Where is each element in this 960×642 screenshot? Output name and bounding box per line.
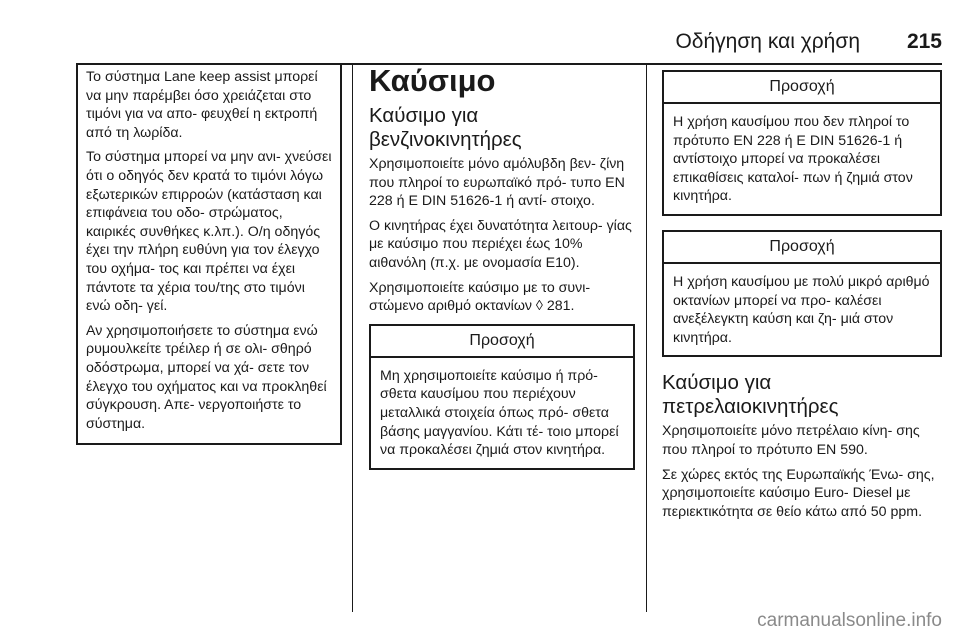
paragraph: Χρησιμοποιείτε καύσιμο με το συνι- στώμενο αριθμό οκτανίων ◊ 281. — [369, 279, 591, 315]
caution-box — [369, 324, 635, 470]
caution-title: Προσοχή — [371, 326, 633, 358]
watermark: carmanualsonline.info — [757, 610, 942, 631]
paragraph: Το σύστημα Lane keep assist μπορεί να μην παρέμβει όσο χρειάζεται στο τιμόνι για να απο- φευχθεί η εκτροπή από τη λωρίδα. — [86, 69, 318, 141]
column-middle — [369, 64, 635, 480]
section-heading: Καύσιμο — [369, 63, 496, 98]
caution-title: Προσοχή — [664, 232, 940, 264]
subsection-heading: Καύσιμο για πετρελαιοκινητήρες — [662, 371, 839, 419]
paragraph: Χρησιμοποιείτε μόνο αμόλυβδη βεν- ζίνη που πληροί το ευρωπαϊκό πρό- τυπο EN 228 ή E DIN 51626-1 ή αντί- στοιχο. — [369, 156, 625, 210]
paragraph: Το σύστημα μπορεί να μην ανι- χνεύσει ότι ο οδηγός δεν κρατά το τιμόνι λόγω εξωτερικών επιρροών (κατάσταση και επιφάνεια του οδο- στρώματος, καιρικές συνθήκες κ.λπ.). Ο/η οδηγός έχει την πλήρη ευθύνη για τον έλεγχο του οχήμα- τος και πρέπει να έχει πάντοτε τα χέρια του/της στο τιμόνι ενώ οδη- γεί. — [86, 149, 332, 315]
page-header — [0, 30, 960, 60]
page-number: 215 — [906, 30, 942, 53]
paragraph: Αν χρησιμοποιήσετε το σύστημα ενώ ρυμουλκείτε τρέιλερ ή σε ολι- σθηρό οδόστρωμα, μπορεί να χά- σετε τον έλεγχο του οχήματος και να προκληθεί σύγκρουση. Απε- νεργοποιήστε το σύστημα. — [86, 322, 327, 432]
subsection-heading: Καύσιμο για βενζινοκινητήρες — [369, 104, 522, 151]
column-right — [662, 64, 942, 527]
caution-text: Η χρήση καυσίμου που δεν πληροί το πρότυπο EN 228 ή E DIN 51626-1 ή αντίστοιχο μπορεί να προκαλέσει επικαθίσεις καταλοί- πων ή ζημιά στον κινητήρα. — [673, 114, 913, 205]
caution-title: Προσοχή — [664, 72, 940, 104]
paragraph: Σε χώρες εκτός της Ευρωπαϊκής Ένω- σης, χρησιμοποιείτε καύσιμο Euro- Diesel με περιεκτικότητα σε θείο κάτω από 50 ppm. — [662, 466, 935, 520]
caution-box — [662, 70, 942, 216]
caution-text: Μη χρησιμοποιείτε καύσιμο ή πρό- σθετα καυσίμου που περιέχουν μεταλλικά στοιχεία όπως πρό- σθετα βάσης μαγγανίου. Κάτι τέ- τοιο μπορεί να προκαλέσει ζημιά στον κινητήρα. — [380, 367, 619, 459]
paragraph: Χρησιμοποιείτε μόνο πετρέλαιο κίνη- σης που πληροί το πρότυπο EN 590. — [662, 423, 920, 458]
caution-box — [662, 230, 942, 357]
paragraph: Ο κινητήρας έχει δυνατότητα λειτουρ- γίας με καύσιμο που περιέχει έως 10% αιθανόλη (π.χ. με ονομασία E10). — [369, 217, 632, 271]
column-left — [76, 64, 342, 445]
header-title: Οδήγηση και χρήση — [675, 30, 860, 53]
caution-text: Η χρήση καυσίμου με πολύ μικρό αριθμό οκτανίων μπορεί να προ- καλέσει ανεξέλεγκτη καύση και ζη- μιά στον κινητήρα. — [673, 273, 930, 346]
column-divider-1 — [352, 64, 353, 612]
warning-continuation-box — [76, 64, 342, 445]
column-divider-2 — [646, 64, 647, 612]
